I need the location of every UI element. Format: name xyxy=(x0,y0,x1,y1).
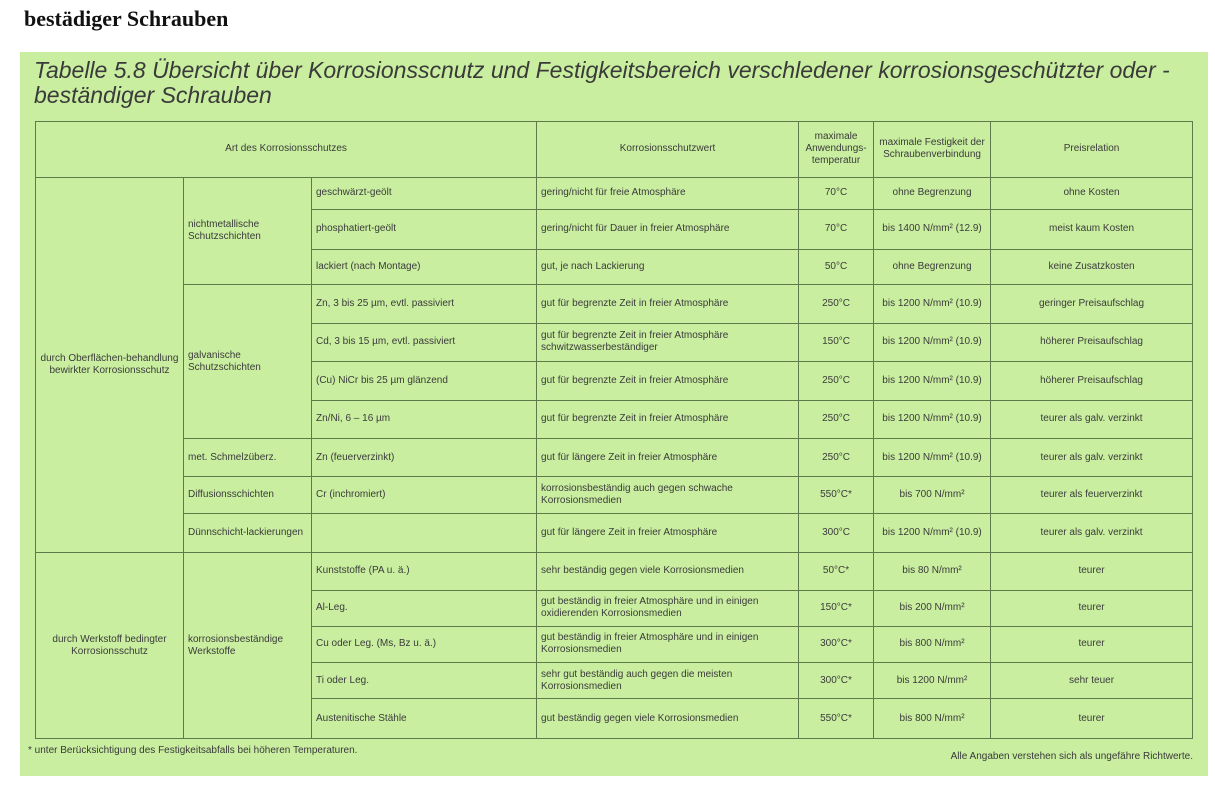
row-item: Austenitische Stähle xyxy=(312,699,537,739)
row-preis: teurer xyxy=(991,553,1193,590)
row-fest: bis 1400 N/mm² (12.9) xyxy=(874,209,991,250)
row-wert: gut für begrenzte Zeit in freier Atmosphäre xyxy=(537,285,799,323)
row-wert: gut beständig gegen viele Korrosionsmedien xyxy=(537,699,799,739)
header-temp: maximale Anwendungs-temperatur xyxy=(799,122,874,178)
subgroup-schmelz: met. Schmelzüberz. xyxy=(184,438,312,476)
row-fest: ohne Begrenzung xyxy=(874,177,991,209)
row-preis: teurer xyxy=(991,626,1193,662)
header-wert: Korrosionsschutzwert xyxy=(537,122,799,178)
row-wert: korrosionsbeständig auch gegen schwache Korrosionsmedien xyxy=(537,477,799,513)
table-title: Tabelle 5.8 Übersicht über Korrosionsscnutz und Festigkeitsbereich verschledener korrosionsgeschützter oder -beständiger Schrauben xyxy=(34,57,1170,108)
page-heading: bestädiger Schrauben xyxy=(24,6,229,31)
row-preis: teurer als galv. verzinkt xyxy=(991,438,1193,476)
row-temp: 70°C xyxy=(799,177,874,209)
table-row xyxy=(36,553,1193,590)
row-fest: bis 800 N/mm² xyxy=(874,626,991,662)
row-wert: sehr beständig gegen viele Korrosionsmedien xyxy=(537,553,799,590)
row-fest: bis 1200 N/mm² (10.9) xyxy=(874,513,991,552)
row-wert: gering/nicht für Dauer in freier Atmosphäre xyxy=(537,209,799,250)
group-oberflaeche: durch Oberflächen-behandlung bewirkter Korrosionsschutz xyxy=(36,177,184,553)
row-fest: bis 80 N/mm² xyxy=(874,553,991,590)
row-fest: bis 1200 N/mm² (10.9) xyxy=(874,438,991,476)
header-preis: Preisrelation xyxy=(991,122,1193,178)
header-fest: maximale Festigkeit der Schraubenverbindung xyxy=(874,122,991,178)
row-preis: teurer xyxy=(991,590,1193,626)
row-fest: bis 1200 N/mm² (10.9) xyxy=(874,323,991,361)
row-wert: gut für begrenzte Zeit in freier Atmosphäre xyxy=(537,362,799,400)
row-preis: meist kaum Kosten xyxy=(991,209,1193,250)
table-container xyxy=(35,121,1192,739)
footnote: * unter Berücksichtigung des Festigkeitsabfalls bei höheren Temperaturen. xyxy=(28,745,358,756)
row-wert: gut beständig in freier Atmosphäre und in einigen oxidierenden Korrosionsmedien xyxy=(537,590,799,626)
row-preis: sehr teuer xyxy=(991,663,1193,699)
table-row xyxy=(36,438,1193,476)
row-fest: bis 1200 N/mm² (10.9) xyxy=(874,400,991,438)
row-fest: bis 1200 N/mm² (10.9) xyxy=(874,285,991,323)
row-temp: 250°C xyxy=(799,285,874,323)
row-temp: 300°C xyxy=(799,513,874,552)
row-temp: 150°C* xyxy=(799,590,874,626)
row-temp: 250°C xyxy=(799,438,874,476)
row-wert: gut für begrenzte Zeit in freier Atmosphäre xyxy=(537,400,799,438)
subgroup-diffusion: Diffusionsschichten xyxy=(184,477,312,513)
row-temp: 250°C xyxy=(799,362,874,400)
row-fest: ohne Begrenzung xyxy=(874,250,991,285)
row-temp: 550°C* xyxy=(799,477,874,513)
row-wert: gut, je nach Lackierung xyxy=(537,250,799,285)
row-wert: gut für begrenzte Zeit in freier Atmosphäre schwitzwasserbeständiger xyxy=(537,323,799,361)
row-fest: bis 1200 N/mm² (10.9) xyxy=(874,362,991,400)
row-wert: gut beständig in freier Atmosphäre und in einigen Korrosionsmedien xyxy=(537,626,799,662)
row-fest: bis 1200 N/mm² xyxy=(874,663,991,699)
row-preis: teurer als galv. verzinkt xyxy=(991,400,1193,438)
row-temp: 550°C* xyxy=(799,699,874,739)
header-row xyxy=(36,122,1193,178)
header-art: Art des Korrosionsschutzes xyxy=(36,122,537,178)
row-temp: 50°C* xyxy=(799,553,874,590)
row-item: Cu oder Leg. (Ms, Bz u. ä.) xyxy=(312,626,537,662)
row-wert: gut für längere Zeit in freier Atmosphäre xyxy=(537,513,799,552)
subgroup-korrbest: korrosionsbeständige Werkstoffe xyxy=(184,553,312,739)
row-item: Zn, 3 bis 25 µm, evtl. passiviert xyxy=(312,285,537,323)
row-temp: 150°C xyxy=(799,323,874,361)
footnote-right: Alle Angaben verstehen sich als ungefähre Richtwerte. xyxy=(950,751,1193,762)
row-preis: teurer xyxy=(991,699,1193,739)
row-item: Zn/Ni, 6 – 16 µm xyxy=(312,400,537,438)
row-wert: gering/nicht für freie Atmosphäre xyxy=(537,177,799,209)
group-werkstoff: durch Werkstoff bedingter Korrosionsschutz xyxy=(36,553,184,739)
row-item: lackiert (nach Montage) xyxy=(312,250,537,285)
row-preis: teurer als feuerverzinkt xyxy=(991,477,1193,513)
row-fest: bis 200 N/mm² xyxy=(874,590,991,626)
row-temp: 300°C* xyxy=(799,626,874,662)
row-item: Zn (feuerverzinkt) xyxy=(312,438,537,476)
row-preis: geringer Preisaufschlag xyxy=(991,285,1193,323)
row-item: Ti oder Leg. xyxy=(312,663,537,699)
row-item: Cr (inchromiert) xyxy=(312,477,537,513)
table-row xyxy=(36,177,1193,209)
row-wert: gut für längere Zeit in freier Atmosphäre xyxy=(537,438,799,476)
row-item: Cd, 3 bis 15 µm, evtl. passiviert xyxy=(312,323,537,361)
subgroup-duenn: Dünnschicht-lackierungen xyxy=(184,513,312,552)
table-row xyxy=(36,513,1193,552)
row-temp: 50°C xyxy=(799,250,874,285)
subgroup-galvanisch: galvanische Schutzschichten xyxy=(184,285,312,439)
row-item: (Cu) NiCr bis 25 µm glänzend xyxy=(312,362,537,400)
row-preis: höherer Preisaufschlag xyxy=(991,323,1193,361)
corrosion-table xyxy=(35,121,1193,739)
row-fest: bis 700 N/mm² xyxy=(874,477,991,513)
row-item xyxy=(312,513,537,552)
subgroup-nichtmetall: nichtmetallische Schutzschichten xyxy=(184,177,312,285)
table-row xyxy=(36,477,1193,513)
row-preis: ohne Kosten xyxy=(991,177,1193,209)
row-item: Al-Leg. xyxy=(312,590,537,626)
row-item: phosphatiert-geölt xyxy=(312,209,537,250)
row-preis: teurer als galv. verzinkt xyxy=(991,513,1193,552)
row-preis: höherer Preisaufschlag xyxy=(991,362,1193,400)
row-temp: 250°C xyxy=(799,400,874,438)
table-row xyxy=(36,285,1193,323)
row-item: geschwärzt-geölt xyxy=(312,177,537,209)
row-preis: keine Zusatzkosten xyxy=(991,250,1193,285)
row-temp: 300°C* xyxy=(799,663,874,699)
row-item: Kunststoffe (PA u. ä.) xyxy=(312,553,537,590)
row-temp: 70°C xyxy=(799,209,874,250)
row-wert: sehr gut beständig auch gegen die meisten Korrosionsmedien xyxy=(537,663,799,699)
row-fest: bis 800 N/mm² xyxy=(874,699,991,739)
